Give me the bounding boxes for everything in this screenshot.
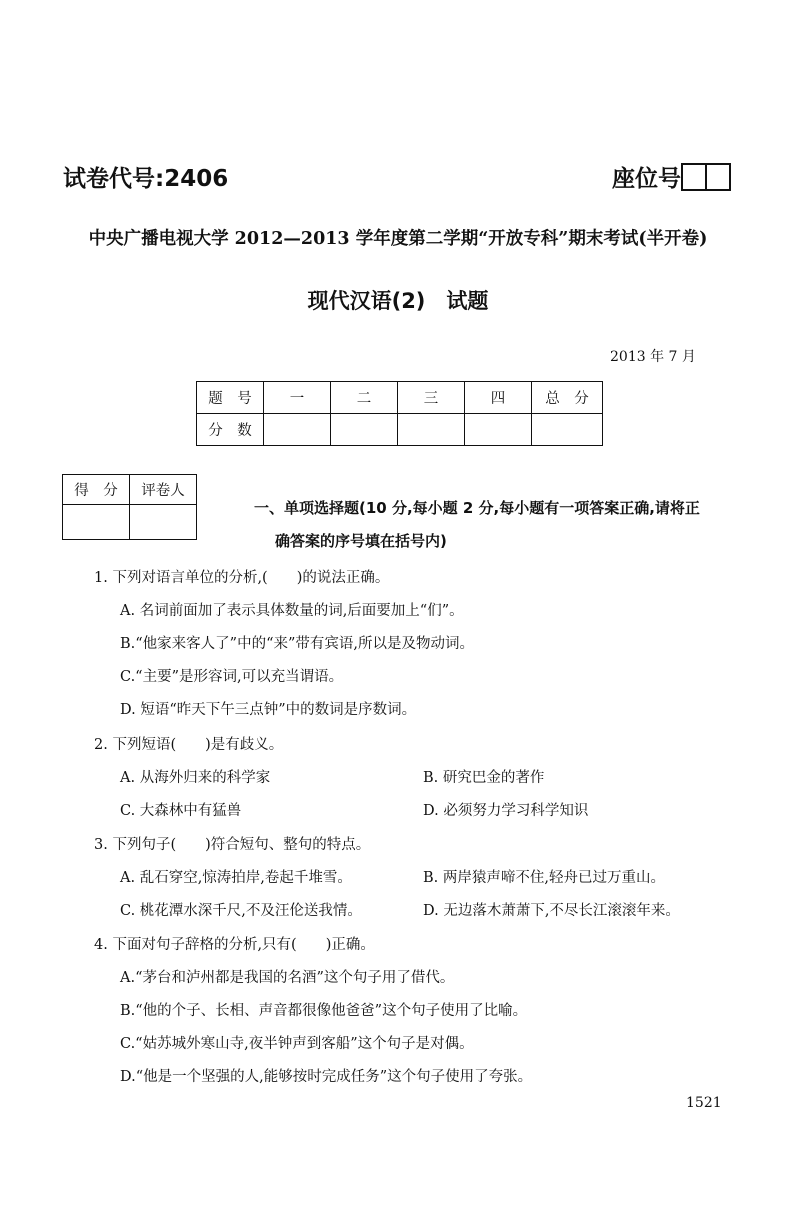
question-option: A. 名词前面加了表示具体数量的词,后面要加上“们”。 [120,603,464,619]
grader-cell: 评卷人 [130,475,197,505]
score-table [196,381,603,446]
score-cell [465,414,532,446]
exam-header: 中央广播电视大学 2012—2013 学年度第二学期“开放专科”期末考试(半开卷) [88,229,708,249]
seat-number [612,160,731,193]
seat-box [707,163,731,191]
page-number: 1521 [686,1095,722,1111]
score-cell: 题 号 [197,382,264,414]
exam-code: 试卷代号:2406 [63,166,229,192]
score-cell [264,414,331,446]
grader-cell [63,505,130,540]
section-title-continued: 确答案的序号填在括号内) [275,532,447,550]
question-stem: 2. 下列短语( )是有歧义。 [94,737,284,753]
question-stem: 1. 下列对语言单位的分析,( )的说法正确。 [94,570,390,586]
question-option: D. 必须努力学习科学知识 [423,803,589,819]
section-title: 一、单项选择题(10 分,每小题 2 分,每小题有一项答案正确,请将正 [254,499,700,517]
question-option: A. 从海外归来的科学家 [120,770,271,786]
seat-label: 座位号 [612,166,681,192]
question-option: A. 乱石穿空,惊涛拍岸,卷起千堆雪。 [120,870,352,886]
score-cell [532,414,603,446]
exam-title: 现代汉语(2) 试题 [307,289,489,313]
question-option: B. 两岸猿声啼不住,轻舟已过万重山。 [423,870,665,886]
question-option: D. 无边落木萧萧下,不尽长江滚滚年来。 [423,903,680,919]
question-option: C.“主要”是形容词,可以充当谓语。 [120,669,344,685]
score-cell: 分 数 [197,414,264,446]
question-option: C.“姑苏城外寒山寺,夜半钟声到客船”这个句子是对偶。 [120,1036,474,1052]
score-table-header-row [197,382,603,414]
score-cell [331,414,398,446]
score-cell: 一 [264,382,331,414]
grader-table [62,474,197,540]
exam-date: 2013 年 7 月 [610,349,696,365]
question-option: D. 短语“昨天下午三点钟”中的数词是序数词。 [120,702,417,718]
question-option: B.“他家来客人了”中的“来”带有宾语,所以是及物动词。 [120,636,475,652]
score-cell [398,414,465,446]
question-option: C. 桃花潭水深千尺,不及汪伦送我情。 [120,903,362,919]
seat-box [681,163,707,191]
grader-cell [130,505,197,540]
score-cell: 总 分 [532,382,603,414]
question-option: A.“茅台和泸州都是我国的名酒”这个句子用了借代。 [120,970,455,986]
question-option: C. 大森林中有猛兽 [120,803,242,819]
question-option: D.“他是一个坚强的人,能够按时完成任务”这个句子使用了夸张。 [120,1069,533,1085]
question-option: B. 研究巴金的著作 [423,770,545,786]
score-cell: 四 [465,382,532,414]
score-table-score-row [197,414,603,446]
score-cell: 二 [331,382,398,414]
score-cell: 三 [398,382,465,414]
question-stem: 3. 下列句子( )符合短句、整句的特点。 [94,837,371,853]
question-option: B.“他的个子、长相、声音都很像他爸爸”这个句子使用了比喻。 [120,1003,528,1019]
grader-cell: 得 分 [63,475,130,505]
question-stem: 4. 下面对句子辞格的分析,只有( )正确。 [94,937,375,953]
